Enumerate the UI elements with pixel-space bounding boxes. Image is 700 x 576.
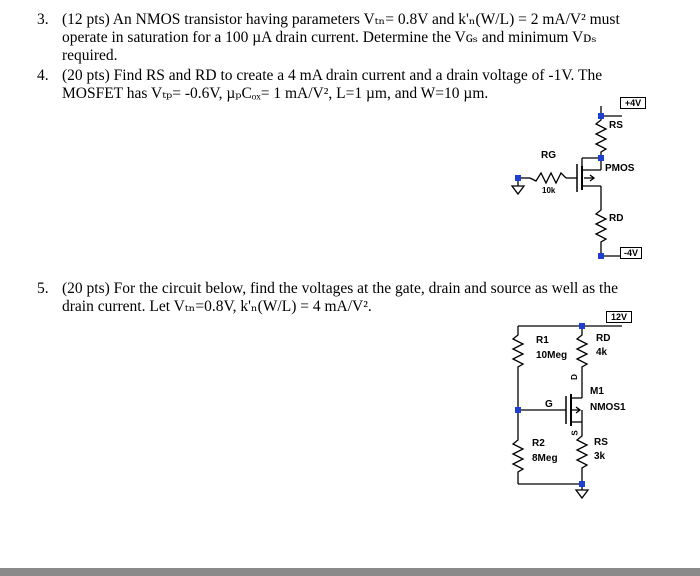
bottom-scrollbar[interactable] (0, 568, 700, 576)
ground-symbol (512, 186, 524, 194)
source-pin-label: S (570, 430, 580, 436)
pmos-circuit-wiring (512, 106, 622, 256)
supply-negative-label: -4V (620, 247, 642, 259)
m1-type: NMOS1 (590, 402, 626, 413)
question-line: (20 pts) For the circuit below, find the voltages at the gate, drain and source as well as the (62, 280, 618, 297)
rg-label: RG (541, 150, 556, 161)
rg-value: 10k (542, 186, 556, 195)
question-line: MOSFET has Vₜₚ= -0.6V, µₚCₒₓ= 1 mA/V², L=1 µm, and W=10 µm. (62, 85, 489, 102)
rd2-resistor-zigzag (577, 326, 587, 398)
question-line: (20 pts) Find RS and RD to create a 4 mA drain current and a drain voltage of -1V. The (62, 67, 603, 84)
r1-resistor-zigzag (513, 326, 523, 410)
rs-label: RS (609, 120, 623, 131)
question-line: drain current. Let Vₜₙ=0.8V, k'ₙ(W/L) = 4 mA/V². (62, 298, 372, 315)
r2-label: R2 (532, 438, 545, 449)
question-number: 5. (37, 280, 49, 297)
rg-resistor-zigzag (530, 173, 566, 183)
drain-pin-label: D (569, 374, 579, 380)
question-line: required. (62, 47, 118, 64)
pmos-label: PMOS (605, 163, 635, 174)
rd2-value: 4k (596, 347, 608, 358)
r2-resistor-zigzag (513, 410, 523, 484)
r2-value: 8Meg (532, 453, 558, 464)
rd-resistor-zigzag (596, 205, 606, 256)
supply-12v-label: 12V (606, 311, 632, 323)
ground-symbol (576, 490, 588, 498)
question-number: 3. (37, 11, 49, 28)
gate-label: G (545, 399, 553, 410)
rs2-label: RS (594, 437, 608, 448)
question-line: (12 pts) An NMOS transistor having parameters Vₜₙ= 0.8V and k'ₙ(W/L) = 2 mA/V² must (62, 11, 620, 28)
r1-value: 10Meg (536, 350, 568, 361)
m1-label: M1 (590, 386, 604, 397)
rs-resistor-zigzag (596, 116, 606, 158)
question-line: operate in saturation for a 100 µA drain current. Determine the Vɢₛ and minimum Vᴅₛ (62, 29, 597, 46)
rd-label: RD (609, 213, 624, 224)
node-dots (515, 113, 604, 487)
rs2-value: 3k (594, 451, 606, 462)
r1-label: R1 (536, 335, 549, 346)
question-number: 4. (37, 67, 49, 84)
rd2-label: RD (596, 333, 611, 344)
supply-positive-label: +4V (620, 97, 646, 109)
